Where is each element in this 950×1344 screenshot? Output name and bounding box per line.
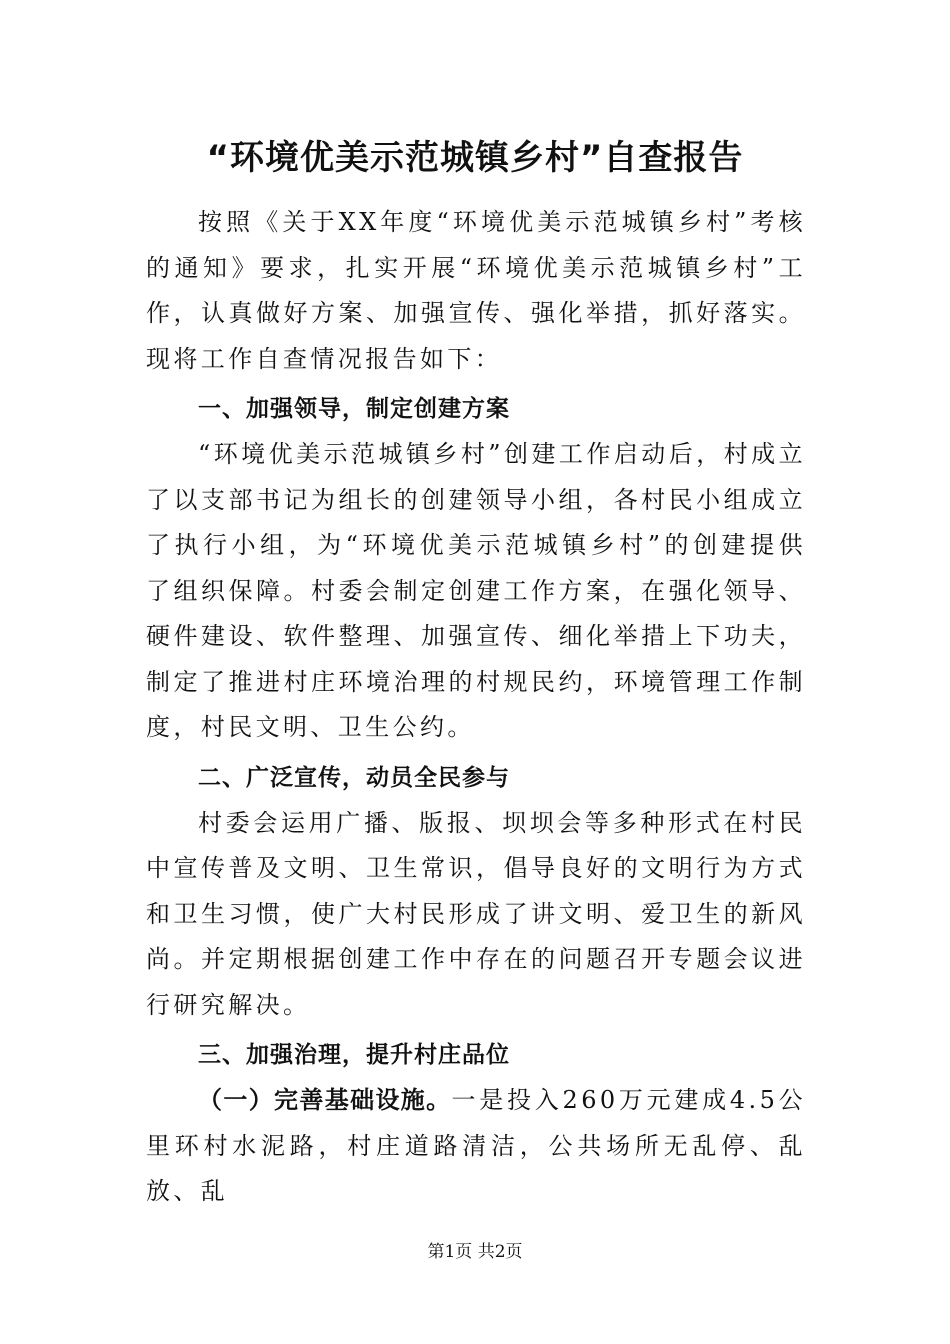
section-heading-1: 一、加强领导，制定创建方案 — [198, 396, 510, 422]
subsection-label: （一）完善基础设施。 — [198, 1086, 452, 1114]
section-paragraph-1: “环境优美示范城镇乡村”创建工作启动后，村成立了以支部书记为组长的创建领导小组，各村民小组成立了执行小组，为“环境优美示范城镇乡村”的创建提供了组织保障。村委会制定创建工作方案，在强化领导、硬件建设、软件整理、加强宣传、细化举措上下功夫，制定了推进村庄环境治理的村规民约，环境管理工作制度，村民文明、卫生公约。 — [146, 440, 806, 741]
section-paragraph-2: 村委会运用广播、版报、坝坝会等多种形式在村民中宣传普及文明、卫生常识，倡导良好的文明行为方式和卫生习惯，使广大村民形成了讲文明、爱卫生的新风尚。并定期根据创建工作中存在的问题召开专题会议进行研究解决。 — [146, 808, 806, 1019]
section-heading-2: 二、广泛宣传，动员全民参与 — [198, 764, 510, 791]
document-title: “环境优美示范城镇乡村”自查报告 — [206, 138, 744, 178]
page-number-footer: 第1页 共2页 — [427, 1242, 523, 1262]
intro-paragraph: 按照《关于XX年度“环境优美示范城镇乡村”考核的通知》要求，扎实开展“环境优美示范城镇乡村”工作，认真做好方案、加强宣传、强化举措，抓好落实。现将工作自查情况报告如下： — [146, 208, 806, 373]
subsection-text: 一是投入260万元建成4.5公里环村水泥路，村庄道路清洁，公共场所无乱停、乱放、乱 — [146, 1086, 806, 1205]
section-heading-3: 三、加强治理，提升村庄品位 — [198, 1042, 510, 1068]
document-body — [146, 200, 806, 1215]
section-paragraph-3 — [146, 1078, 806, 1215]
